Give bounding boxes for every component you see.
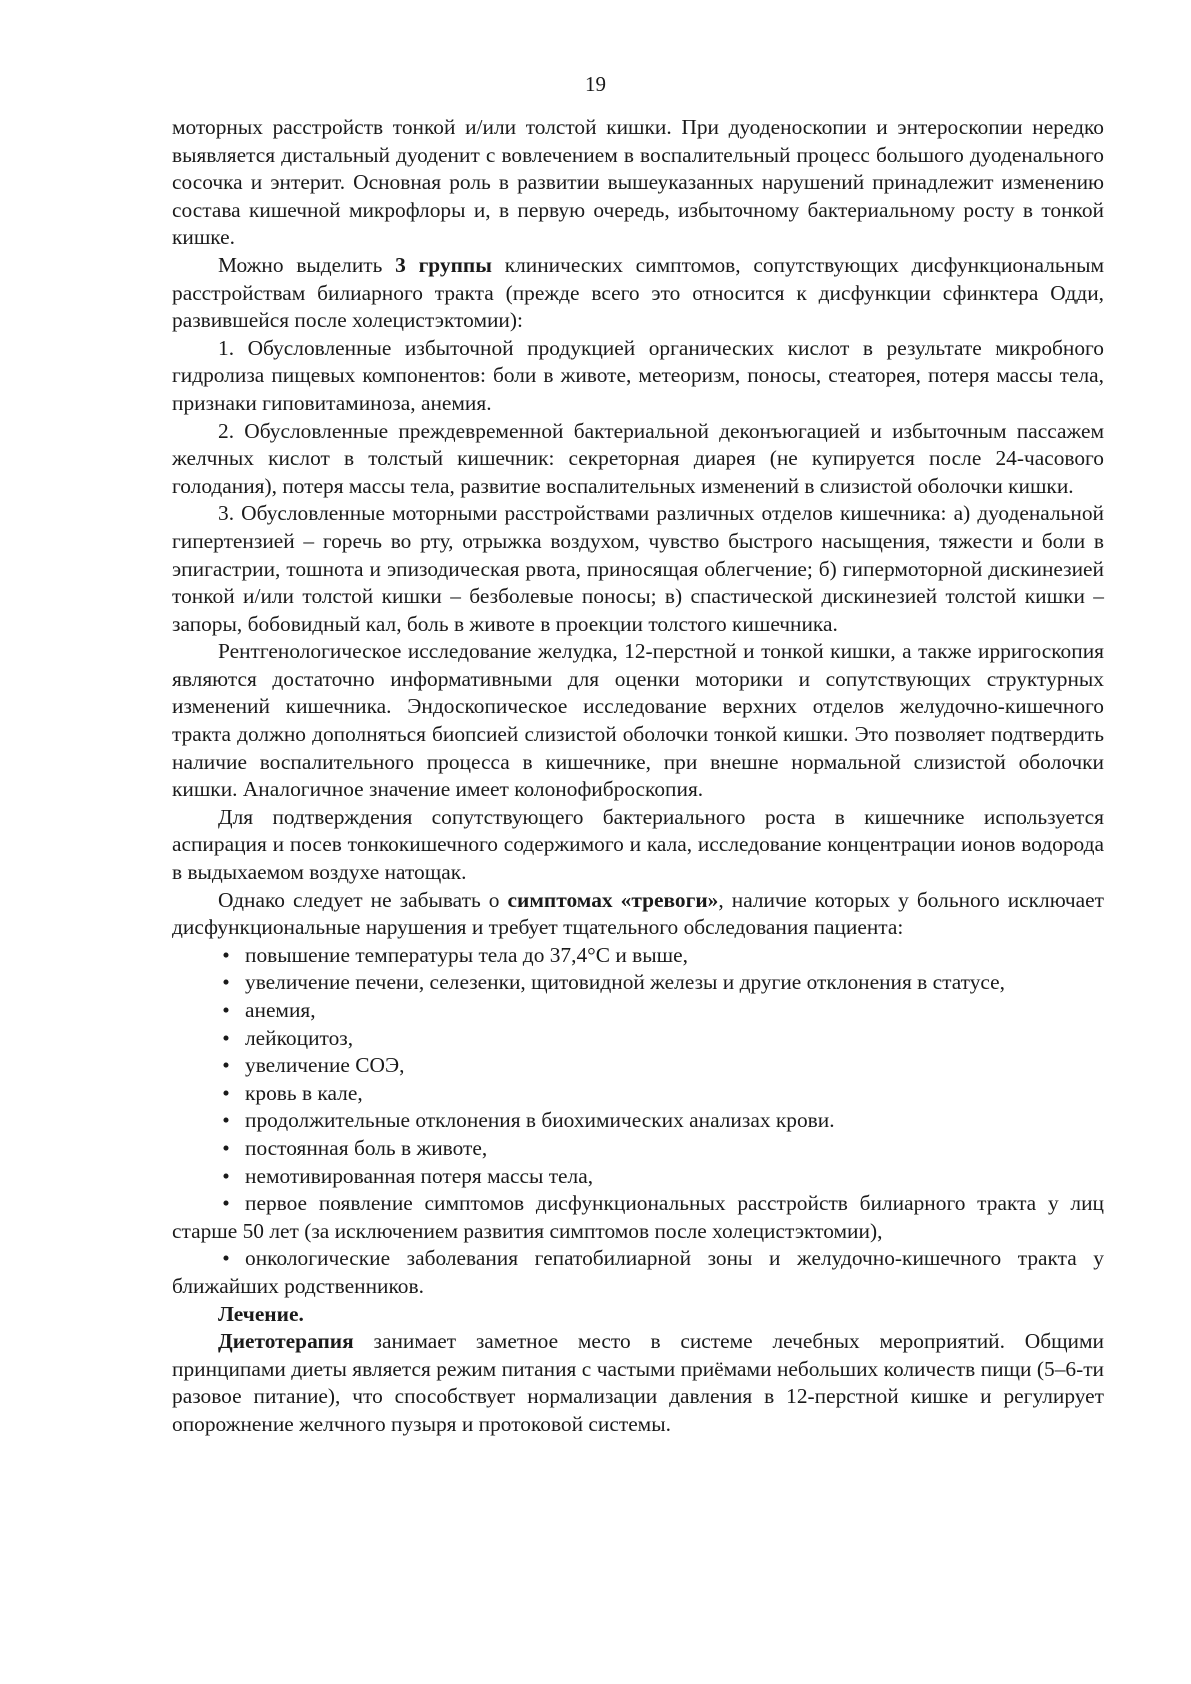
- list-item: [172, 1025, 1104, 1053]
- bold-text: Диетотерапия: [218, 1329, 354, 1354]
- bold-text: симптомах «тревоги»: [507, 887, 719, 912]
- paragraph-group-2: 2. Обусловленные преждевременной бактериальной деконъюгацией и избыточным пассажем желчных кислот в толстый кишечник: секреторная диарея (не купируется после 24-часового голодания), потеря массы тела, развитие воспалительных изменений в слизистой оболочки кишки.: [172, 418, 1104, 498]
- list-item-text: увеличение СОЭ,: [245, 1053, 405, 1078]
- paragraph-radiology: Рентгенологическое исследование желудка, 12-перстной и тонкой кишки, а также ирригоскопия являются достаточно информативными для оценки моторики и сопутствующих структурных изменений кишечника. Эндоскопическое исследование верхних отделов желудочно-кишечного тракта должно дополняться биопсией слизистой оболочки тонкой кишки. Это позволяет подтвердить наличие воспалительного процесса в кишечнике, при внешне нормальной слизистой оболочки кишки. Аналогичное значение имеет колонофиброскопия.: [172, 639, 1104, 802]
- bullet-icon: •: [222, 1246, 230, 1271]
- bullet-icon: •: [222, 1191, 230, 1216]
- bold-text: 3 группы: [395, 252, 492, 277]
- paragraph-group-3: 3. Обусловленные моторными расстройствами различных отделов кишечника: а) дуоденальной гипертензией – горечь во рту, отрыжка воздухом, чувство быстрого насыщения, тяжести и боли в эпигастрии, тошнота и эпизодическая рвота, приносящая облегчение; б) гипермоторной дискинезией тонкой и/или толстой кишки – безболевые поносы; в) спастической дискинезией толстой кишки – запоры, бобовидный кал, боль в животе в проекции толстого кишечника.: [172, 501, 1104, 636]
- bullet-icon: •: [222, 1053, 230, 1078]
- list-item-text: постоянная боль в животе,: [245, 1135, 488, 1160]
- text: , наличие которых у больного исключает дисфункциональные нарушения и требует тщательного обследования пациента:: [172, 887, 1104, 940]
- section-heading-treatment: [172, 1301, 1104, 1329]
- list-item: [172, 942, 1104, 970]
- list-item-text: кровь в кале,: [245, 1080, 363, 1105]
- paragraph-bacterial-growth: Для подтверждения сопутствующего бактериального роста в кишечнике используется аспирация и посев тонкокишечного содержимого и кала, исследование концентрации ионов водорода в выдыхаемом воздухе натощак.: [172, 804, 1104, 885]
- paragraph-intro: моторных расстройств тонкой и/или толстой кишки. При дуоденоскопии и энтероскопии нередко выявляется дистальный дуоденит с вовлечением в воспалительный процесс большого дуоденального сосочка и энтерит. Основная роль в развитии вышеуказанных нарушений принадлежит изменению состава кишечной микрофлоры и, в первую очередь, избыточному бактериальному росту в тонкой кишке.: [172, 115, 1104, 250]
- bullet-icon: •: [222, 1080, 230, 1105]
- paragraph-symptom-groups: [172, 252, 1104, 335]
- list-item-wrapped: [172, 1245, 1104, 1300]
- document-body: [172, 114, 1104, 1439]
- paragraph-alarm-symptoms: [172, 887, 1104, 942]
- heading-text: Лечение.: [218, 1301, 304, 1326]
- list-item-text: повышение температуры тела до 37,4°С и выше,: [245, 942, 688, 967]
- list-item-text: увеличение печени, селезенки, щитовидной железы и другие отклонения в статусе,: [245, 970, 1006, 995]
- text: Можно выделить: [218, 252, 396, 277]
- list-item: [172, 1080, 1104, 1108]
- page-number: 19: [585, 72, 606, 96]
- list-item-text: немотивированная потеря массы тела,: [245, 1163, 594, 1188]
- paragraph-group-1: 1. Обусловленные избыточной продукцией органических кислот в результате микробного гидролиза пищевых компонентов: боли в животе, метеоризм, поносы, стеаторея, потеря массы тела, признаки гиповитаминоза, анемия.: [172, 335, 1104, 415]
- list-item-wrapped: [172, 1190, 1104, 1245]
- list-item: [172, 969, 1104, 997]
- bullet-icon: •: [222, 998, 230, 1022]
- list-item-text: анемия,: [245, 998, 316, 1022]
- list-item-text: онкологические заболевания гепатобилиарной зоны и желудочно-кишечного тракта у ближайших родственников.: [172, 1246, 1104, 1298]
- list-item: [172, 1163, 1104, 1191]
- text: занимает заметное место в системе лечебных мероприятий. Общими принципами диеты является режим питания с частыми приёмами небольших количеств пищи (5–6-ти разовое питание), что способствует нормализации давления в 12-перстной кишке и регулирует опорожнение желчного пузыря и протоковой системы.: [172, 1329, 1104, 1436]
- list-item-text: продолжительные отклонения в биохимических анализах крови.: [245, 1108, 835, 1133]
- text: клинических симптомов, сопутствующих дисфункциональным расстройствам билиарного тракта (прежде всего это относится к дисфункции сфинктера Одди, развившейся после холецистэктомии):: [172, 252, 1104, 333]
- alarm-symptoms-list: [172, 942, 1104, 1190]
- list-item-text: лейкоцитоз,: [245, 1025, 354, 1050]
- bullet-icon: •: [222, 942, 230, 967]
- list-item: [172, 997, 1104, 1025]
- bullet-icon: •: [222, 1163, 230, 1188]
- list-item: [172, 1052, 1104, 1080]
- bullet-icon: •: [222, 1025, 230, 1050]
- bullet-icon: •: [222, 1108, 230, 1133]
- paragraph-diet-therapy: [172, 1328, 1104, 1438]
- list-item-text: первое появление симптомов дисфункциональных расстройств билиарного тракта у лиц старше 50 лет (за исключением развития симптомов после холецистэктомии),: [172, 1191, 1104, 1243]
- bullet-icon: •: [222, 970, 230, 995]
- bullet-icon: •: [222, 1135, 230, 1160]
- text: Однако следует не забывать о: [218, 887, 508, 912]
- list-item: [172, 1107, 1104, 1135]
- list-item: [172, 1135, 1104, 1163]
